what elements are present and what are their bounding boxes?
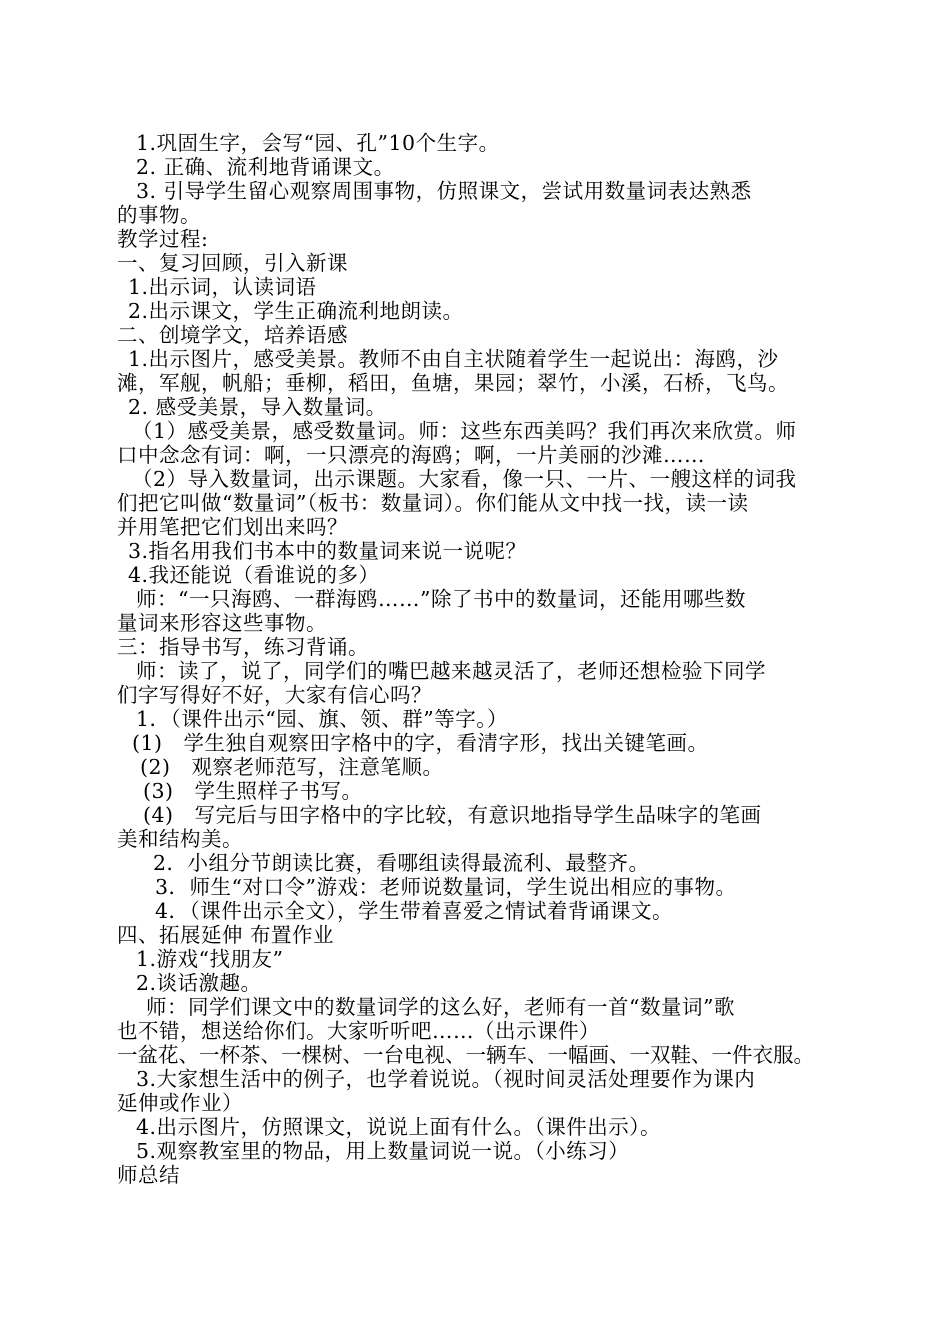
section-heading: 二、创境学文，培养语感: [117, 323, 348, 347]
text-line: 2.出示课文，学生正确流利地朗读。: [128, 299, 464, 323]
text-line: （2）导入数量词，出示课题。大家看，像一只、一片、一艘这样的词我: [132, 467, 797, 491]
text-line: 3.指名用我们书本中的数量词来说一说呢？: [128, 539, 527, 563]
text-line: 的事物。: [117, 203, 201, 227]
text-line: (4) 写完后与田字格中的字比较，有意识地指导学生品味字的笔画: [143, 803, 762, 827]
text-line: 3．师生“对口令”游戏：老师说数量词，学生说出相应的事物。: [155, 875, 737, 899]
text-line: 1.出示词，认读词语: [128, 275, 317, 299]
text-line: 2. 正确、流利地背诵课文。: [136, 155, 395, 179]
text-line: 也不错，想送给你们。大家听听吧……（出示课件）: [117, 1019, 600, 1043]
text-line: 口中念念有词：啊，一只漂亮的海鸥；啊，一片美丽的沙滩……: [117, 443, 705, 467]
text-line: 并用笔把它们划出来吗？: [117, 515, 348, 539]
text-line: (3) 学生照样子书写。: [143, 779, 363, 803]
text-line: 师：“一只海鸥、一群海鸥……”除了书中的数量词，还能用哪些数: [136, 587, 746, 611]
section-heading: 一、复习回顾，引入新课: [117, 251, 348, 275]
text-line: 滩，军舰，帆船；垂柳，稻田，鱼塘，果园；翠竹，小溪，石桥，飞鸟。: [117, 371, 789, 395]
text-line: 师：读了，说了，同学们的嘴巴越来越灵活了，老师还想检验下同学: [136, 659, 766, 683]
section-label: 教学过程:: [117, 227, 209, 251]
text-line: 1．（课件出示“园、旗、领、群”等字。）: [136, 707, 509, 731]
text-line: 美和结构美。: [117, 827, 243, 851]
text-line: 2.谈话激趣。: [136, 971, 262, 995]
text-line: 4.我还能说（看谁说的多）: [128, 563, 380, 587]
text-line: 师总结: [117, 1163, 180, 1187]
text-line: (1) 学生独自观察田字格中的字，看清字形，找出关键笔画。: [132, 731, 709, 755]
text-line: 3. 引导学生留心观察周围事物，仿照课文，尝试用数量词表达熟悉: [136, 179, 752, 203]
text-line: 1.巩固生字，会写“园、孔”10个生字。: [136, 131, 500, 155]
text-line: 们把它叫做“数量词”（板书：数量词）。你们能从文中找一找，读一读: [117, 491, 749, 515]
text-line: 1.出示图片，感受美景。教师不由自主状随着学生一起说出：海鸥，沙: [128, 347, 779, 371]
text-line: 师：同学们课文中的数量词学的这么好，老师有一首“数量词”歌: [146, 995, 735, 1019]
text-line: 延伸或作业）: [117, 1091, 243, 1115]
section-heading: 四、拓展延伸 布置作业: [117, 923, 335, 947]
section-heading: 三：指导书写，练习背诵。: [117, 635, 369, 659]
text-line: 2. 感受美景，导入数量词。: [128, 395, 387, 419]
text-line: 3.大家想生活中的例子，也学着说说。（视时间灵活处理要作为课内: [136, 1067, 756, 1091]
text-line: 1.游戏“找朋友”: [136, 947, 284, 971]
text-line: 量词来形容这些事物。: [117, 611, 327, 635]
text-line: 一盆花、一杯茶、一棵树、一台电视、一辆车、一幅画、一双鞋、一件衣服。: [117, 1043, 814, 1067]
text-line: 5.观察教室里的物品，用上数量词说一说。（小练习）: [136, 1139, 630, 1163]
text-line: 2．小组分节朗读比赛，看哪组读得最流利、最整齐。: [153, 851, 650, 875]
text-line: 4.出示图片，仿照课文，说说上面有什么。（课件出示）。: [136, 1115, 662, 1139]
text-line: (2) 观察老师范写，注意笔顺。: [140, 755, 444, 779]
text-line: 们字写得好不好，大家有信心吗？: [117, 683, 432, 707]
text-line: （1）感受美景，感受数量词。师：这些东西美吗？我们再次来欣赏。师: [132, 419, 797, 443]
text-line: 4．（课件出示全文），学生带着喜爱之情试着背诵课文。: [155, 899, 674, 923]
